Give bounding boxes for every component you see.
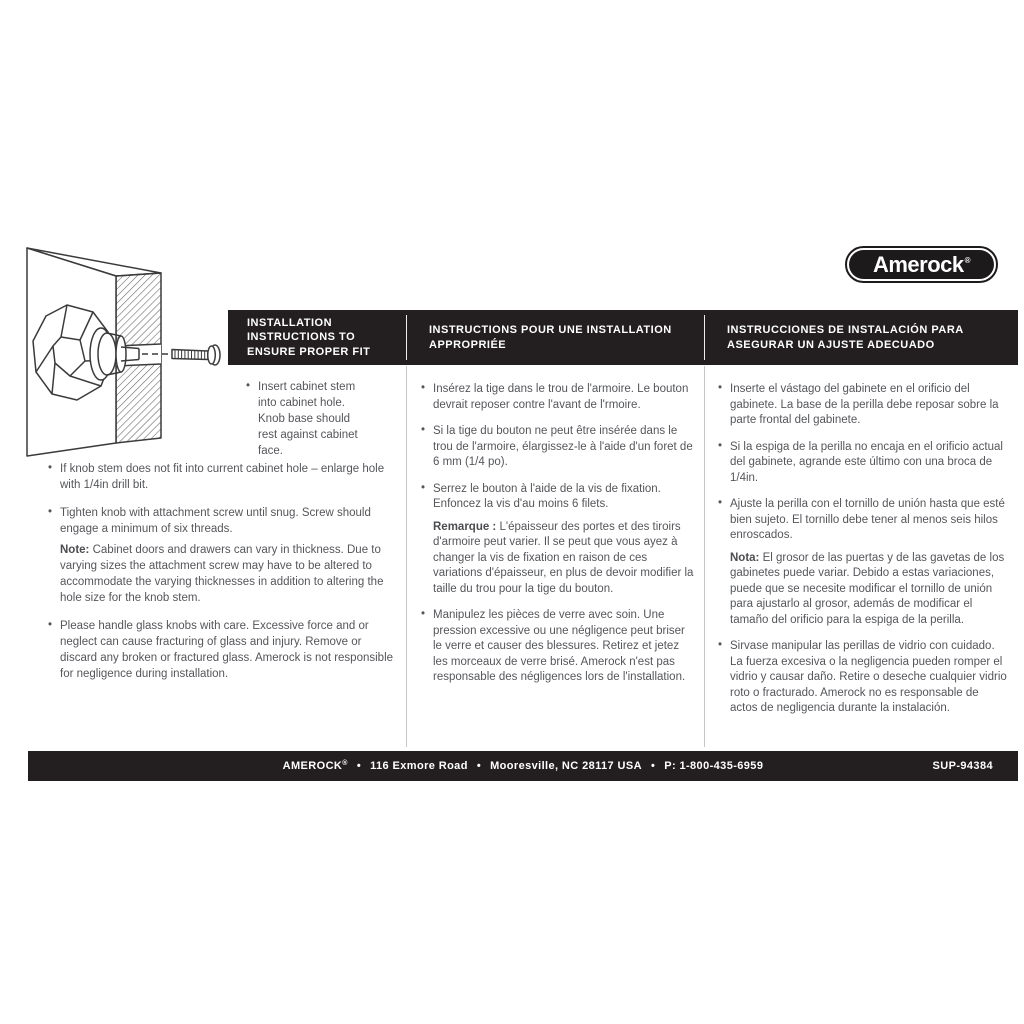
note-label: Note:: [60, 544, 90, 556]
note-text: L'épaisseur des portes et des tiroirs d'armoire peut varier. Il se peut que vous ayez à changer la vis de fixation en raison de ces variations d'épaisseur, en plus de devoir modifier la taille du trou pour la tige du bouton.: [433, 520, 694, 595]
english-intro-list: [245, 379, 371, 459]
footer-city: Mooresville, NC 28117 USA: [490, 760, 642, 772]
bullet-text: Serrez le bouton à l'aide de la vis de fixation. Enfoncez la vis d'au moins 6 filets.: [433, 482, 661, 510]
note-text: Cabinet doors and drawers can vary in thickness. Due to varying sizes the attachment screw may have to be altered to accommodate the varying thicknesses in addition to altering the hole size for the knob stem.: [60, 544, 384, 604]
note-paragraph: [433, 520, 696, 598]
footer-brand: [283, 760, 348, 772]
english-column: [47, 461, 401, 694]
list-item: [420, 382, 696, 413]
footer-bar: [28, 751, 1018, 781]
list-item: [420, 424, 696, 471]
header-french: [406, 310, 704, 365]
header-french-title: INSTRUCTIONS POUR UNE INSTALLATION APPROPRIÉE: [429, 324, 672, 351]
header-spanish: [704, 310, 1018, 365]
amerock-logo: [845, 246, 998, 283]
bullet-text: If knob stem does not fit into current cabinet hole – enlarge hole with 1/4in drill bit.: [60, 463, 385, 491]
cabinet-knob-diagram-icon: [15, 242, 230, 457]
bullet-text: Si la tige du bouton ne peut être insérée dans le trou de l'armoire, élargissez-le à l'aide d'un foret de 6 mm (1/4 po).: [433, 425, 693, 468]
footer-address: 116 Exmore Road: [370, 760, 468, 772]
french-column: [420, 382, 696, 697]
bullet-text: Ajuste la perilla con el tornillo de unión hasta que esté bien sujeto. El tornillo debe tener al menos seis hilos enroscados.: [730, 498, 1005, 541]
bullet-text: Si la espiga de la perilla no encaja en el orificio actual del gabinete, agrande este último con una broca de 1/4in.: [730, 440, 1003, 484]
bullet-text: Insérez la tige dans le trou de l'armoire. Le bouton devrait reposer contre l'avant de l'rmoire.: [433, 383, 689, 411]
list-item: [47, 618, 401, 682]
bullet-text: Tighten knob with attachment screw until snug. Screw should engage a minimum of six threads.: [60, 507, 371, 535]
amerock-logo-text: Amerock: [872, 251, 964, 277]
header-spanish-title: INSTRUCCIONES DE INSTALACIÓN PARA ASEGURAR UN AJUSTE ADECUADO: [727, 324, 964, 351]
list-item: [47, 505, 401, 606]
header-english-title: INSTALLATION INSTRUCTIONS TO ENSURE PROPER FIT: [247, 316, 371, 358]
note-label: Nota:: [730, 551, 760, 564]
list-item: [717, 440, 1009, 487]
header-english: [228, 310, 406, 365]
sup-code: SUP-94384: [932, 760, 993, 772]
note-paragraph: [730, 551, 1009, 629]
cabinet-knob-diagram: [15, 242, 230, 462]
note-paragraph: [60, 542, 401, 606]
footer-separator: •: [650, 760, 656, 772]
list-item: [420, 482, 696, 598]
bullet-text: Sirvase manipular las perillas de vidrio con cuidado. La fuerza excesiva o la negligencia pueden romper el vidrio y causar daño. Retire o deseche cualquier vidrio roto o fracturado. Amerock no es responsable de actos de negligencia durante la instalación.: [730, 640, 1007, 714]
note-text: El grosor de las puertas y de las gavetas de los gabinetes puede variar. Debido a estas variaciones, puede que se necesite modificar el tornillo de unión para ajustarlo al grosor, además de modificar el tamaño del orificio para la espiga de la perilla.: [730, 551, 1005, 626]
footer-registered-mark: ®: [342, 760, 348, 767]
footer-brand-text: AMEROCK: [282, 760, 343, 772]
list-item: [245, 379, 371, 459]
bullet-text: Inserte el vástago del gabinete en el orificio del gabinete. La base de la perilla debe reposar sobre la parte frontal del gabinete.: [730, 383, 999, 426]
section-header-bar: [228, 310, 1018, 365]
note-label: Remarque :: [433, 520, 497, 533]
list-item: [47, 461, 401, 493]
bullet-text: Please handle glass knobs with care. Excessive force and or neglect can cause fracturing of glass and injury. Remove or discard any broken or fractured glass. Amerock is not responsible for negligence during installation.: [60, 620, 394, 680]
list-item: [717, 497, 1009, 628]
amerock-logo-badge: [849, 250, 994, 279]
list-item: [717, 382, 1009, 429]
footer-phone: P: 1-800-435-6959: [664, 760, 764, 772]
list-item: [717, 639, 1009, 717]
footer-separator: •: [356, 760, 362, 772]
spanish-column: [717, 382, 1009, 728]
bullet-text: Manipulez les pièces de verre avec soin. Une pression excessive ou une négligence peut briser le verre et causer des blessures. Retirez et jetez les morceaux de verre brisé. Amerock n'est pas responsable des négligences lors de l'installation.: [433, 609, 686, 683]
list-item: [420, 608, 696, 686]
bullet-text: Insert cabinet stem into cabinet hole. Knob base should rest against cabinet face.: [258, 381, 358, 457]
column-divider: [406, 366, 407, 747]
footer-separator: •: [476, 760, 482, 772]
registered-mark: ®: [964, 256, 971, 265]
column-divider: [704, 366, 705, 747]
